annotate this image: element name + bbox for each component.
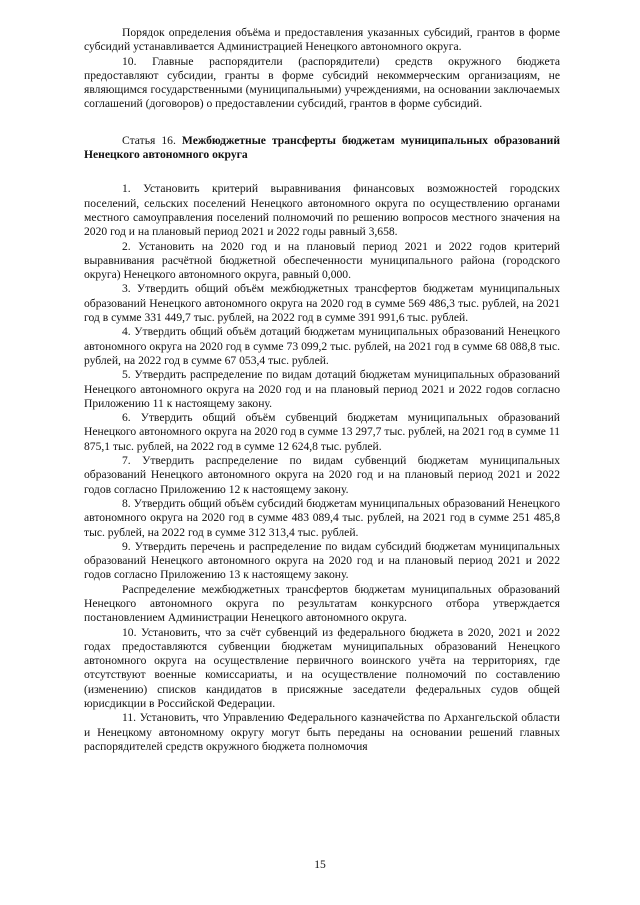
paragraph: 2. Установить на 2020 год и на плановый период 2021 и 2022 годов критерий выравнивания расчётной бюджетной обеспеченности муниципального района (городского округа) Ненецкого автономного округа, равный 0,000.	[84, 239, 560, 282]
paragraph: 10. Установить, что за счёт субвенций из федерального бюджета в 2020, 2021 и 2022 годах предоставляются субвенции бюджетам муниципальных образований Ненецкого автономного округа на осуществление первичного воинского учёта на территориях, где отсутствуют военные комиссариаты, и на осуществление полномочий по составлению (изменению) списков кандидатов в присяжные заседатели федеральных судов общей юрисдикции в Российской Федерации.	[84, 625, 560, 711]
article-title: Межбюджетные трансферты бюджетам муниципальных образований Ненецкого автономного округа	[84, 133, 561, 162]
article-number: Статья 16.	[122, 133, 176, 147]
page-number: 15	[314, 858, 326, 871]
paragraph: 8. Утвердить общий объём субсидий бюджетам муниципальных образований Ненецкого автономного округа на 2020 год в сумме 483 089,4 тыс. рублей, на 2021 год в сумме 251 485,8 тыс. рублей, на 2022 год в сумме 312 313,4 тыс. рублей.	[84, 496, 560, 539]
paragraph: 9. Утвердить перечень и распределение по видам субсидий бюджетам муниципальных образований Ненецкого автономного округа на 2020 год и на плановый период 2021 и 2022 годов согласно Приложению 13 к настоящему закону.	[84, 539, 560, 582]
paragraph: Порядок определения объёма и предоставления указанных субсидий, грантов в форме субсидий устанавливается Администрацией Ненецкого автономного округа.	[84, 26, 560, 54]
paragraph: 6. Утвердить общий объём субвенций бюджетам муниципальных образований Ненецкого автономного округа на 2020 год в сумме 13 297,7 тыс. рублей, на 2021 год в сумме 11 875,1 тыс. рублей, на 2022 год в сумме 12 624,8 тыс. рублей.	[84, 411, 560, 453]
paragraph: 5. Утвердить распределение по видам дотаций бюджетам муниципальных образований Ненецкого автономного округа на 2020 год и на плановый период 2021 и 2022 годов согласно Приложению 11 к настоящему закону.	[84, 368, 560, 410]
paragraph: 1. Установить критерий выравнивания финансовых возможностей городских поселений, сельских поселений Ненецкого автономного округа по осуществлению органами местного самоуправления поселений полномочий по решению вопросов местного значения на 2020 год и на плановый период 2021 и 2022 годы равный 3,658.	[84, 182, 560, 239]
paragraph: 4. Утвердить общий объём дотаций бюджетам муниципальных образований Ненецкого автономного округа на 2020 год в сумме 73 099,2 тыс. рублей, на 2021 год в сумме 68 088,8 тыс. рублей, на 2022 год в сумме 67 053,4 тыс. рублей.	[84, 325, 560, 367]
paragraph: 3. Утвердить общий объём межбюджетных трансфертов бюджетам муниципальных образований Ненецкого автономного округа на 2020 год в сумме 569 486,3 тыс. рублей, на 2021 год в сумме 331 449,7 тыс. рублей, на 2022 год в сумме 391 991,6 тыс. рублей.	[84, 282, 560, 325]
article-heading	[84, 134, 560, 163]
document-page	[84, 26, 560, 754]
paragraph: 7. Утвердить распределение по видам субвенций бюджетам муниципальных образований Ненецкого автономного округа на 2020 год и на плановый период 2021 и 2022 годов согласно Приложению 12 к настоящему закону.	[84, 454, 560, 496]
paragraph: 10. Главные распорядители (распорядители) средств окружного бюджета предоставляют субсидии, гранты в форме субсидий некоммерческим организациям, не являющимся государственными (муниципальными) учреждениями, на основании заключаемых соглашений (договоров) о предоставлении субсидий, грантов в форме субсидий.	[84, 54, 560, 111]
paragraph: Распределение межбюджетных трансфертов бюджетам муниципальных образований Ненецкого автономного округа по результатам конкурсного отбора утверждается постановлением Администрации Ненецкого автономного округа.	[84, 582, 560, 625]
paragraph: 11. Установить, что Управлению Федерального казначейства по Архангельской области и Ненецкому автономному округу могут быть переданы на основании решений главных распорядителей средств окружного бюджета полномочия	[84, 711, 560, 753]
